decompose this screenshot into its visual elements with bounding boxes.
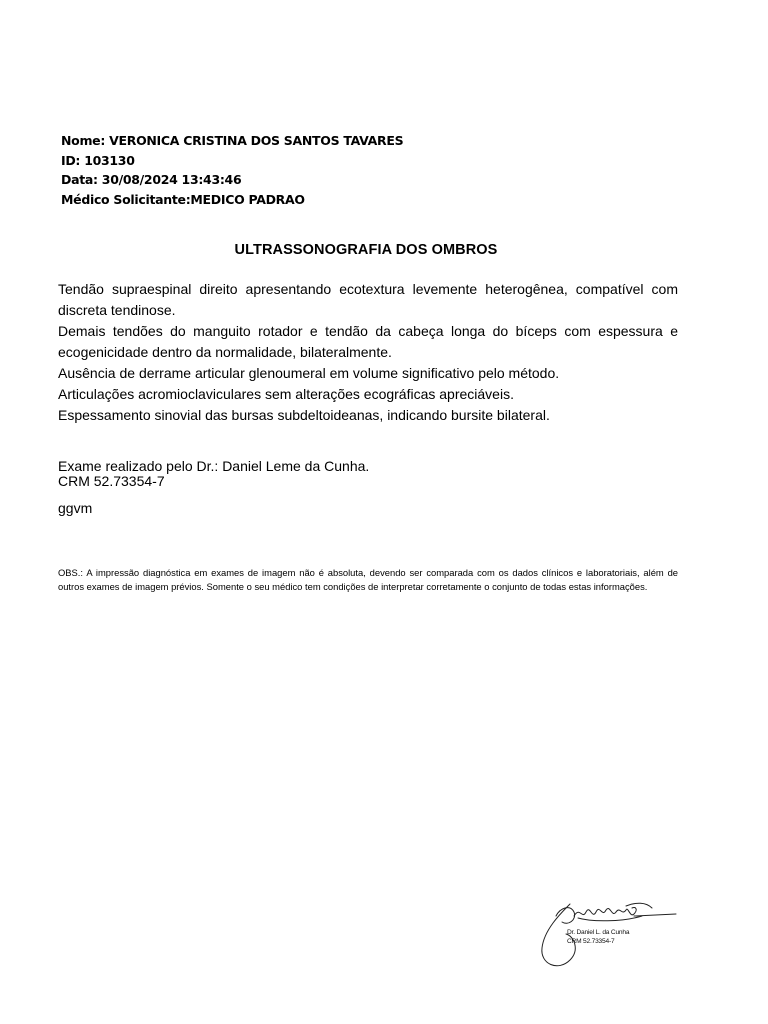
patient-id-row (61, 151, 403, 171)
observation-note: OBS.: A impressão diagnóstica em exames de imagem não é absoluta, devendo ser comparada com os dados clínicos e laboratoriais, além de outros exames de imagem prévios. Somente o seu médico tem condições de interpretar corretamente o conjunto de todas estas informações. (58, 567, 678, 592)
typist-initials: ggvm (58, 500, 93, 516)
finding-paragraph: Espessamento sinovial das bursas subdeltoideanas, indicando bursite bilateral. (58, 407, 550, 423)
requesting-doctor-label: Médico Solicitante: (61, 191, 191, 207)
patient-id: 103130 (84, 152, 135, 168)
exam-performer (58, 459, 369, 489)
performed-by: Exame realizado pelo Dr.: Daniel Leme da Cunha. (58, 458, 370, 474)
finding-paragraph: Ausência de derrame articular glenoumeral em volume significativo pelo método. (58, 365, 560, 381)
requesting-doctor: MEDICO PADRAO (190, 191, 305, 207)
exam-date: 30/08/2024 13:43:46 (101, 172, 242, 187)
exam-date-label: Data: (61, 172, 98, 187)
patient-name: VERONICA CRISTINA DOS SANTOS TAVARES (109, 133, 404, 148)
report-findings (58, 279, 678, 426)
report-title: ULTRASSONOGRAFIA DOS OMBROS (234, 242, 498, 258)
patient-name-row (61, 131, 403, 151)
signature-stamp-crm: CRM 52.73354-7 (567, 937, 615, 945)
requesting-doctor-row (61, 190, 403, 210)
exam-date-row (61, 170, 403, 190)
signature-stamp (567, 929, 629, 946)
signature-stamp-name: Dr. Daniel L. da Cunha (567, 929, 630, 936)
performer-crm: CRM 52.73354-7 (58, 473, 165, 489)
finding-paragraph: Articulações acromioclaviculares sem alterações ecográficas apreciáveis. (58, 386, 514, 402)
patient-id-label: ID: (61, 152, 81, 168)
patient-name-label: Nome: (61, 133, 106, 148)
finding-paragraph: Tendão supraespinal direito apresentando ecotextura levemente heterogênea, compatível com discreta tendinose. (58, 281, 678, 318)
patient-header (61, 131, 403, 209)
finding-paragraph: Demais tendões do manguito rotador e tendão da cabeça longa do bíceps com espessura e ecogenicidade dentro da normalidade, bilateralmente. (58, 323, 678, 360)
